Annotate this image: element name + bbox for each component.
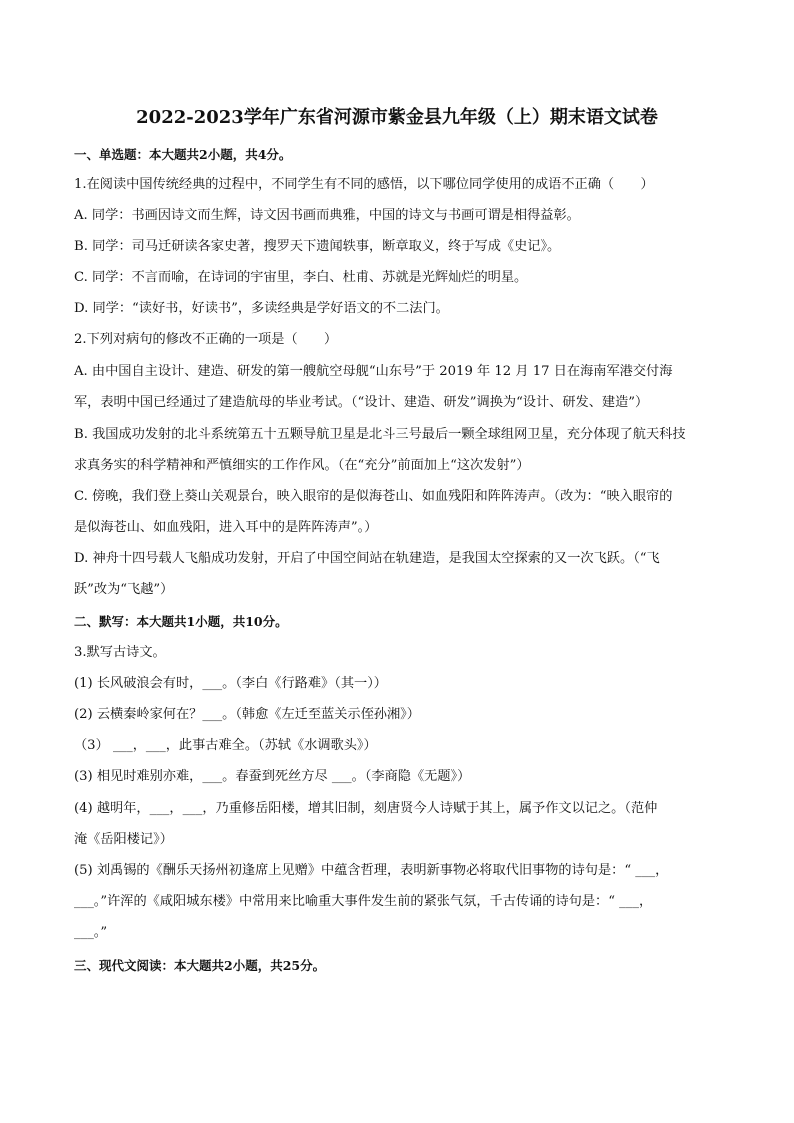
section-heading-3: 三、现代文阅读：本大题共2小题，共25分。 [74,958,326,973]
question-2-stem: 2.下列对病句的修改不正确的一项是（ ） [74,332,338,347]
question-2-line: 是似海苍山、如血残阳，进入耳中的是阵阵涛声”。） [74,520,378,535]
question-3-line: (1) 长风破浪会有时，___。（李白《行路难》（其一）） [74,676,387,691]
question-2-line: 跃”改为“飞越”） [74,582,174,597]
question-3-stem: 3.默写古诗文。 [74,645,166,660]
question-1-option-b: B. 同学：司马迁研读各家史著，搜罗天下遗闻轶事，断章取义，终于写成《史记》。 [74,239,561,254]
question-2-line: B. 我国成功发射的北斗系统第五十五颗导航卫星是北斗三号最后一颗全球组网卫星，充分体现了航天科技 [74,427,686,442]
question-3-line: (4) 越明年，___，___，乃重修岳阳楼，增其旧制，刻唐贤今人诗赋于其上，属予作文以记之。（范仲 [74,801,658,816]
exam-title: 2022-2023学年广东省河源市紫金县九年级（上）期末语文试卷 [136,107,658,128]
question-2-line: C. 傍晚，我们登上葵山关观景台，映入眼帘的是似海苍山、如血残阳和阵阵涛声。（改为：“映入眼帘的 [74,489,673,504]
question-3-line: (2) 云横秦岭家何在？___。（韩愈《左迁至蓝关示侄孙湘》） [74,707,420,722]
section-heading-2: 二、默写：本大题共1小题，共10分。 [74,614,288,629]
question-3-line: （3） ___，___，此事古难全。（苏轼《水调歌头》） [74,738,377,753]
question-2-line: 军，表明中国已经通过了建造航母的毕业考试。（“设计、建造、研发”调换为“设计、研发、建造”） [74,395,649,410]
question-3-line: (5) 刘禹锡的《酬乐天扬州初逢席上见赠》中蕴含哲理，表明新事物必将取代旧事物的诗句是：“ ___， [74,863,669,878]
question-1-option-c: C. 同学：不言而喻，在诗词的宇宙里，李白、杜甫、苏就是光辉灿烂的明星。 [74,270,528,285]
question-2-line: 求真务实的科学精神和严慎细实的工作作风。（在“充分”前面加上“这次发射”） [74,458,530,473]
question-3-line: 淹《岳阳楼记》） [74,832,173,847]
question-1-option-a: A. 同学：书画因诗文而生辉，诗文因书画而典雅，中国的诗文与书画可谓是相得益彰。 [74,208,580,223]
question-2-line: D. 神舟十四号载人飞船成功发射，开启了中国空间站在轨建造，是我国太空探索的又一次飞跃。（“飞 [74,551,660,566]
question-3-line: ___。”许浑的《咸阳城东楼》中常用来比喻重大事件发生前的紧张气氛，千古传诵的诗句是：“ ___， [74,894,653,909]
question-3-line: (3) 相见时难别亦难，___。春蚕到死丝方尽 ___。（李商隐《无题》） [74,769,471,784]
section-heading-1: 一、单选题：本大题共2小题，共4分。 [74,147,292,162]
question-1-stem: 1.在阅读中国传统经典的过程中，不同学生有不同的感悟，以下哪位同学使用的成语不正确（ ） [74,177,654,192]
question-1-option-d: D. 同学：“读好书，好读书”，多读经典是学好语文的不二法门。 [74,301,449,316]
question-3-line: ___。” [74,925,108,940]
question-2-line: A. 由中国自主设计、建造、研发的第一艘航空母舰“山东号”于 2019 年 12 月 17 日在海南军港交付海 [74,364,673,379]
